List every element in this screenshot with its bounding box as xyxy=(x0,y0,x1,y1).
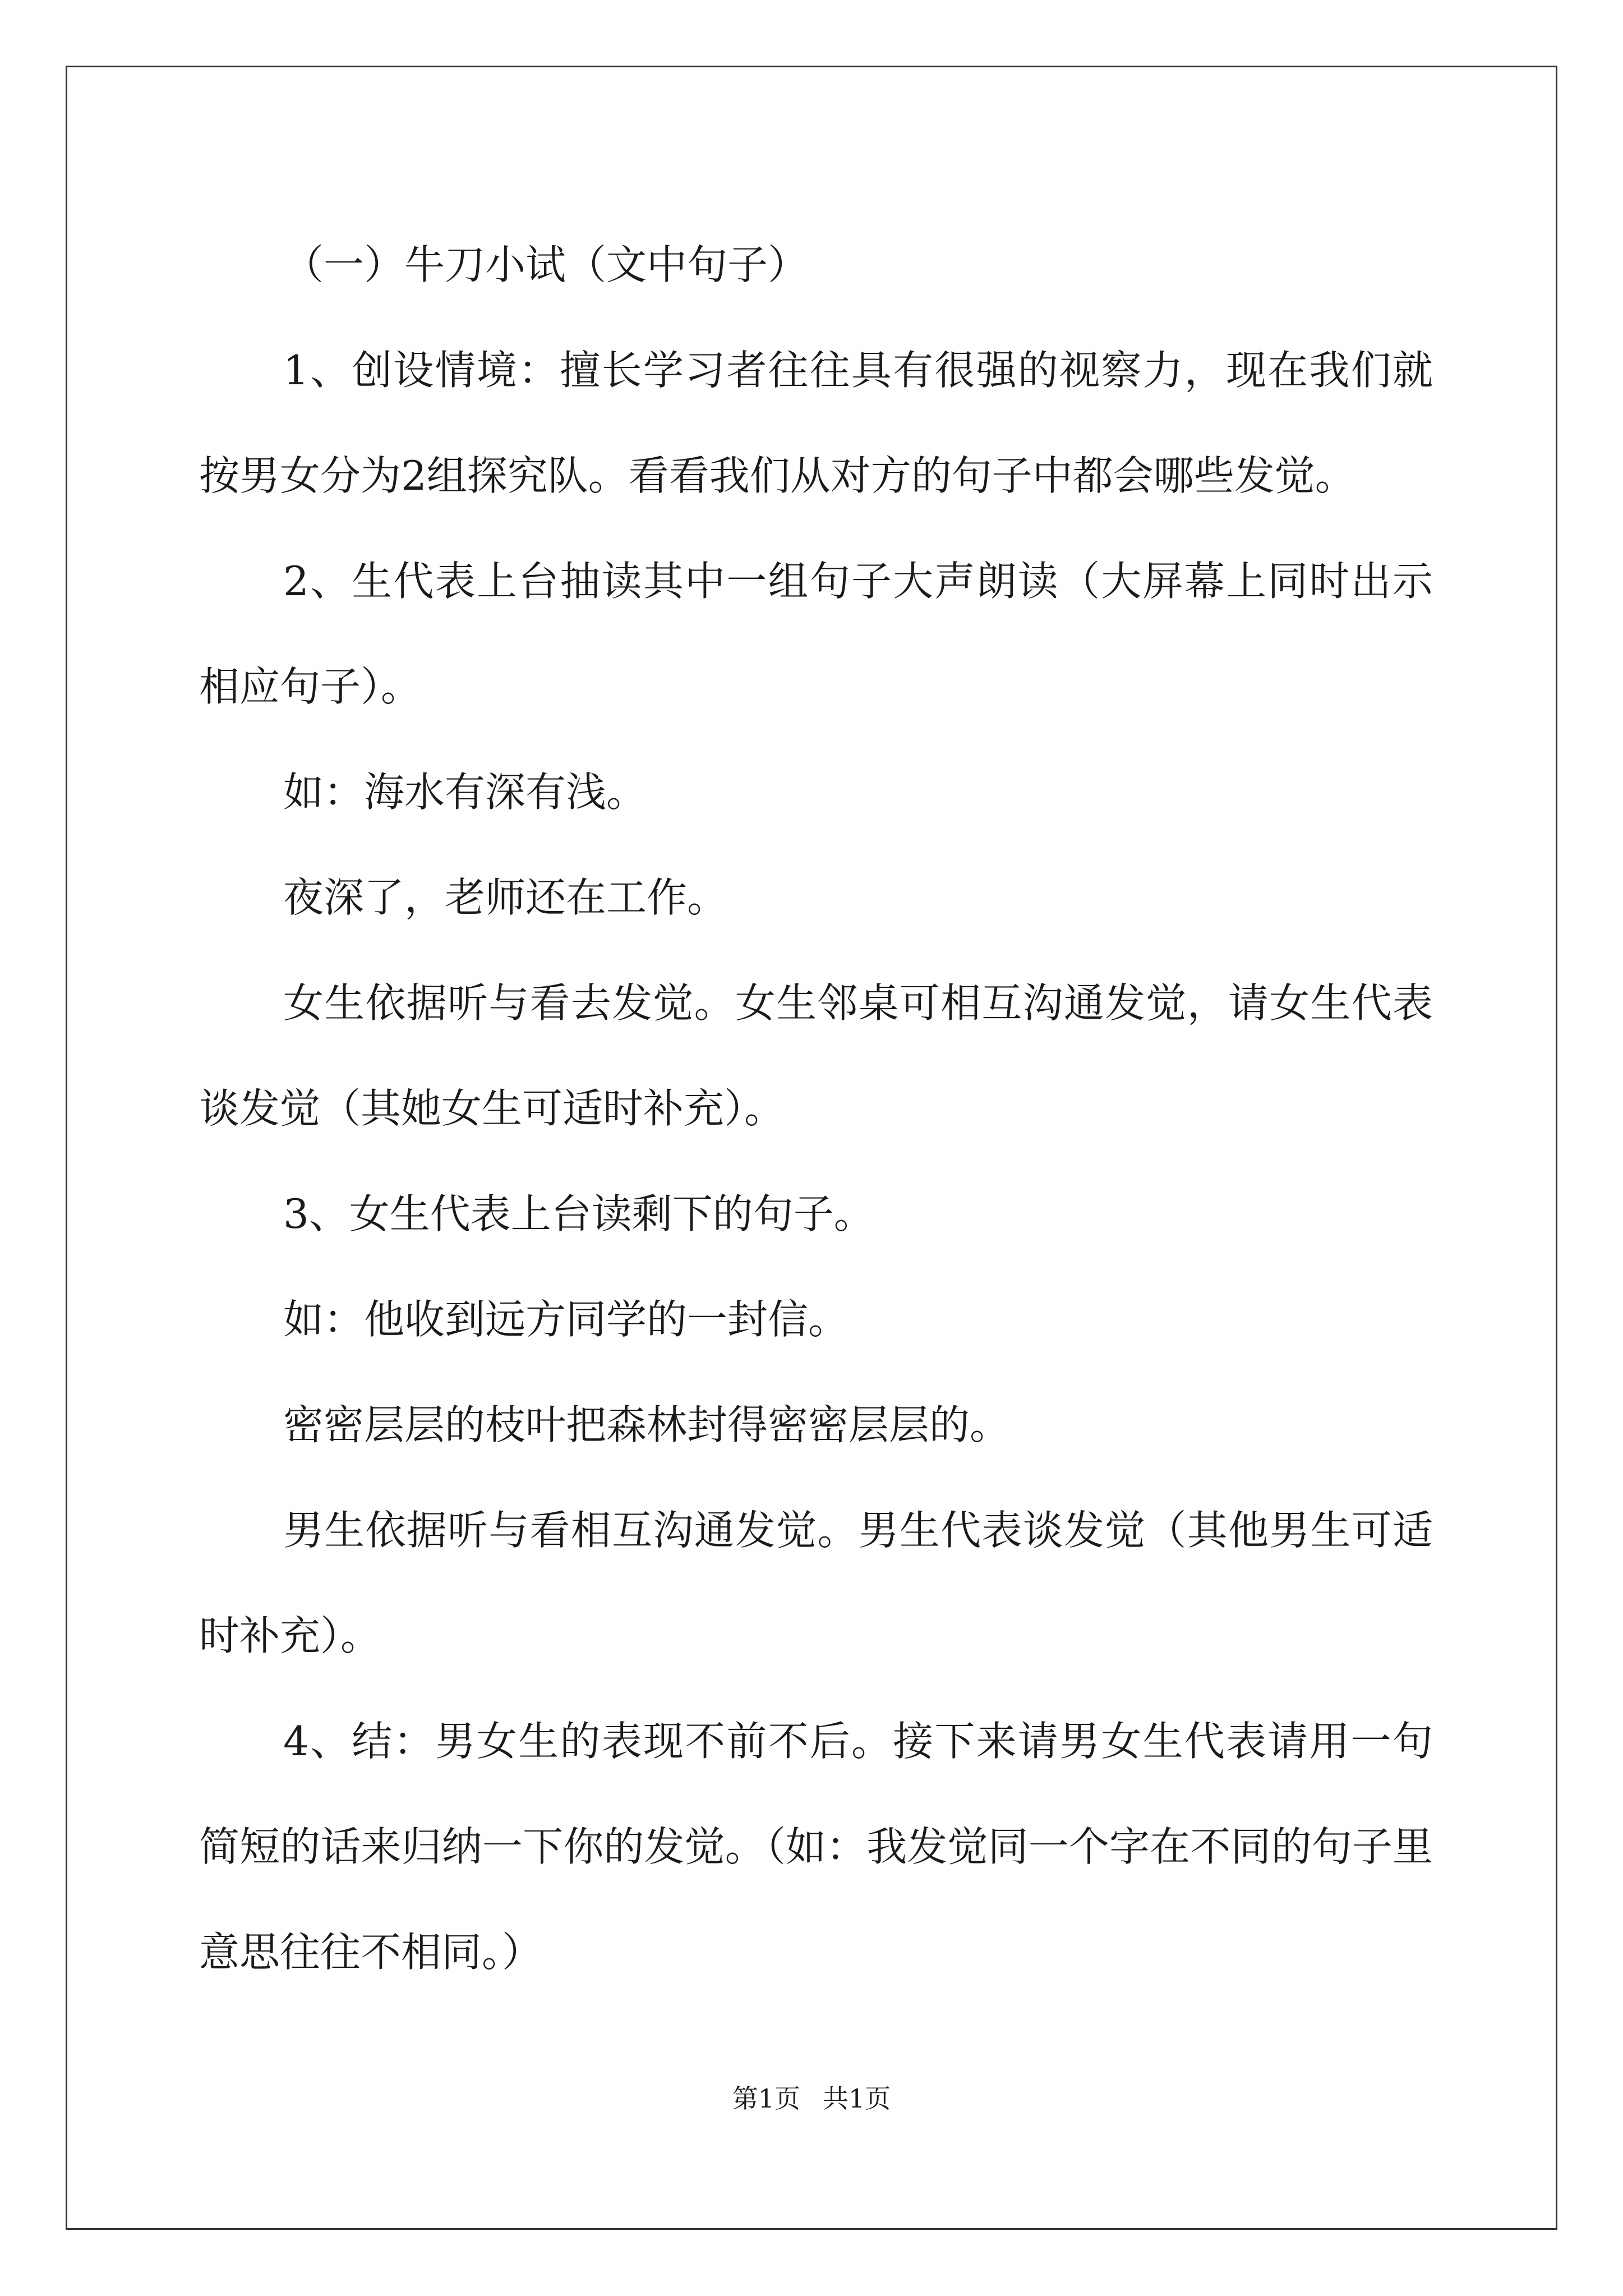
paragraph: 夜深了，老师还在工作。 xyxy=(283,874,728,921)
paragraph: 2、生代表上台抽读其中一组句子大声朗读（大屏幕上同时出示相应句子）。 xyxy=(199,558,1433,710)
paragraph: 4、结：男女生的表现不前不后。接下来请男女生代表请用一句简短的话来归纳一下你的发觉。（如：我发觉同一个字在不同的句子里意思往往不相同。） xyxy=(199,1718,1433,1976)
paragraph: 如：他收到远方同学的一封信。 xyxy=(283,1296,849,1343)
paragraph: 女生依据听与看去发觉。女生邻桌可相互沟通发觉，请女生代表谈发觉（其她女生可适时补充）。 xyxy=(199,979,1433,1132)
page-total: 共1页 xyxy=(823,2083,891,2114)
paragraph: 如：海水有深有浅。 xyxy=(283,769,647,816)
paragraph: 3、女生代表上台读剩下的句子。 xyxy=(283,1190,874,1237)
page-footer xyxy=(0,2078,1623,2115)
paragraph-heading: （一）牛刀小试（文中句子） xyxy=(283,241,809,288)
paragraph: 男生依据听与看相互沟通发觉。男生代表谈发觉（其他男生可适时补充）。 xyxy=(199,1507,1433,1659)
document-body xyxy=(199,212,1433,2005)
page-number: 第1页 xyxy=(732,2083,800,2114)
paragraph: 1、创设情境：擅长学习者往往具有很强的视察力，现在我们就按男女分为2组探究队。看看我们从对方的句子中都会哪些发觉。 xyxy=(199,347,1433,499)
paragraph: 密密层层的枝叶把森林封得密密层层的。 xyxy=(283,1401,1011,1448)
